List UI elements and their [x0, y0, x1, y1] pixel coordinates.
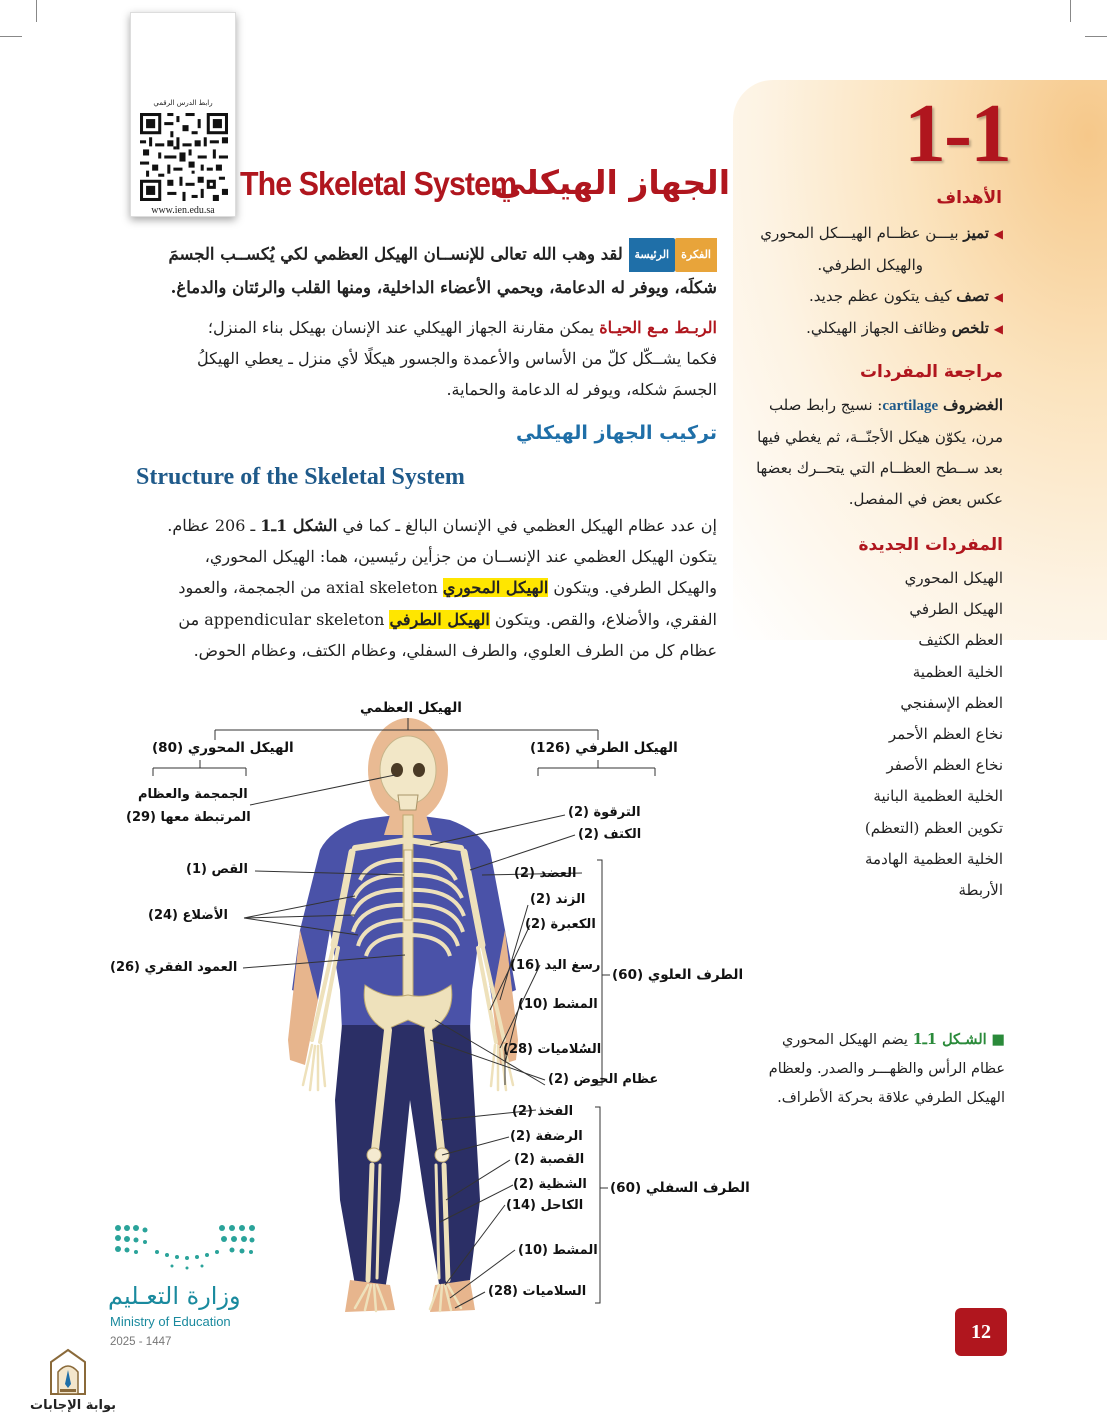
- ministry-logo-icon: [112, 1222, 257, 1270]
- page-title: [240, 163, 730, 211]
- label-lower-limb: الطرف السفلي (60): [610, 1180, 750, 1196]
- ministry-year: 2025 - 1447: [110, 1336, 172, 1348]
- label-upper-limb: الطرف العلوي (60): [612, 967, 744, 983]
- big-idea-tag: الفكرة: [675, 238, 717, 272]
- label-metatarsals: المشط (10): [518, 1243, 598, 1258]
- highlight-appendicular: الهيكل الطرفي: [389, 609, 490, 629]
- label-tarsals: الكاحل (14): [506, 1198, 584, 1213]
- label-ribs: الأضلاع (24): [148, 908, 228, 923]
- title-english: The Skeletal System: [240, 165, 517, 202]
- real-life-label: الربـط مـع الحيـاة: [599, 318, 717, 337]
- label-patella: الرضفة (2): [510, 1129, 583, 1144]
- title-arabic: الجهاز الهيكلي: [492, 163, 730, 202]
- label-radius: الكعبرة (2): [525, 917, 596, 932]
- label-spine: العمود الفقري (26): [110, 960, 238, 975]
- label-phalanges-foot: السلاميات (28): [488, 1284, 587, 1299]
- vocab-item[interactable]: العظم الكثيف: [918, 631, 1003, 650]
- label-skull-2: المرتبطة معها (29): [126, 810, 251, 825]
- big-idea: الفكرةالرئيسة لقد وهب الله تعالى للإنســان الهيكل العظمي لكي يُكســب الجسمَ شكلَه، ويوفر له الدعامة، ويحمي الأعضاء الداخلية، ومنها القلب والرئتان والدماغ.: [127, 238, 717, 304]
- vocab-item[interactable]: الهيكل الطرفي: [909, 600, 1003, 619]
- label-scapula: الكتف (2): [578, 827, 642, 842]
- label-pelvis: عظام الحوض (2): [548, 1072, 659, 1087]
- qr-code-icon[interactable]: [140, 113, 228, 201]
- vocab-item[interactable]: الأربطة: [958, 881, 1003, 900]
- label-skeleton-root: الهيكل العظمي: [360, 700, 462, 716]
- review-vocab-text: الغضروف cartilage: نسيج رابط صلب مرن، يكوّن هيكل الأجنّــة، ثم يغطي فيها بعد ســطح العظــام التي يتحــرك بعضها عكس بعض في المفصل.: [756, 396, 1003, 508]
- objectives-list: [743, 218, 1003, 345]
- page-number: 12: [955, 1308, 1007, 1356]
- review-vocab-heading: مراجعة المفردات: [859, 362, 1003, 382]
- bullet-icon: ◀: [993, 322, 1003, 336]
- answers-gate-text: بوابة الإجابات: [30, 1398, 116, 1413]
- review-term-en: cartilage: [882, 398, 939, 414]
- qr-caption: رابط الدرس الرقمي: [153, 99, 213, 107]
- bullet-icon: ◀: [993, 227, 1003, 241]
- new-vocab-list: [783, 563, 1003, 906]
- vocab-item[interactable]: العظم الإسفنجي: [900, 693, 1003, 712]
- ministry-name-ar: وزارة التعـليم: [108, 1282, 241, 1310]
- label-humerus: العضد (2): [514, 866, 577, 881]
- objective-item: ◀ تصف كيف يتكون عظم جديد.: [809, 287, 1003, 305]
- objective-item: ◀ تميز بيـــن عظــام الهيـــكل المحوري: [760, 224, 1003, 242]
- highlight-axial: الهيكل المحوري: [442, 578, 549, 598]
- label-carpals: رسغ اليد (16): [510, 958, 601, 973]
- body-paragraph: إن عدد عظام الهيكل العظمي في الإنسان البالغ ـ كما في الشكل 1ـ1 ـ 206 عظام. يتكون الهيكل العظمي عند الإنســان من جزأين رئيسين، هما: الهيكل المحوري، والهيكل الطرفي. ويتكون الهيكل المحوري axial skeleton من الجمجمة، والعمود الفقري، والأضلاع، والقص. ويتكون الهيكل الطرفي appendicular skeleton من عظام كل من الطرف العلوي، والطرف السفلي، وعظام الكتف، وعظام الحوض.: [167, 516, 717, 660]
- vocab-item[interactable]: الخلية العظمية البانية: [873, 787, 1003, 806]
- vocab-item[interactable]: تكوين العظم (التعظم): [864, 818, 1003, 837]
- figure-caption: ■ الشـكل 1ـ1 يضم الهيكل المحوري عظام الرأس والظهـــر والصدر. ولعظام الهيكل الطرفي علاقة بحركة الأطراف.: [768, 1031, 1005, 1106]
- vocab-item[interactable]: نخاع العظم الأحمر: [888, 725, 1003, 744]
- objective-item-cont: والهيكل الطرفي.: [817, 256, 923, 274]
- label-phalanges-hand: السُلاميات (28): [503, 1042, 602, 1057]
- figure-reference[interactable]: الشكل 1ـ1: [260, 516, 338, 535]
- label-femur: الفخذ (2): [512, 1104, 574, 1119]
- label-axial: الهيكل المحوري (80): [152, 740, 294, 756]
- qr-url-link[interactable]: www.ien.edu.sa: [151, 205, 215, 216]
- new-vocab-heading: المفردات الجديدة: [858, 535, 1003, 555]
- vocab-item[interactable]: الخلية العظمية الهادمة: [865, 849, 1003, 868]
- big-idea-tag-2: الرئيسة: [629, 238, 676, 272]
- objectives-heading: الأهداف: [936, 188, 1002, 208]
- answers-gate-logo-icon: [45, 1348, 91, 1396]
- label-fibula: الشظية (2): [513, 1177, 587, 1192]
- label-metacarpals: المشط (10): [518, 997, 598, 1012]
- vocab-item[interactable]: الخلية العظمية: [912, 662, 1003, 681]
- real-life-connection: الربـط مـع الحيـاة يمكن مقارنة الجهاز الهيكلي عند الإنسان بهيكل بناء المنزل؛ فكما يشــكّل كلّ من الأساس والأعمدة والجسور هيكلًا لأي منزل ـ يعطي الهيكلُ الجسمَ شكله، ويوفر له الدعامة والحماية.: [196, 318, 717, 399]
- vocab-item[interactable]: الهيكل المحوري: [904, 569, 1003, 587]
- label-tibia: القصبة (2): [514, 1152, 585, 1167]
- section-heading-ar: تركيب الجهاز الهيكلي: [515, 422, 717, 444]
- caption-square-icon: ■: [991, 1032, 1005, 1048]
- label-skull-1: الجمجمة والعظام: [138, 787, 248, 802]
- qr-card[interactable]: [130, 12, 236, 217]
- lesson-number: 1-1: [904, 87, 1010, 180]
- vocab-item[interactable]: نخاع العظم الأصفر: [886, 756, 1003, 775]
- label-appendicular: الهيكل الطرفي (126): [530, 740, 678, 756]
- review-term-ar: الغضروف: [942, 396, 1003, 414]
- section-heading-en: Structure of the Skeletal System: [136, 464, 465, 490]
- label-ulna: الزند (2): [530, 892, 586, 907]
- objective-item: ◀ تلخص وظائف الجهاز الهيكلي.: [806, 319, 1003, 337]
- label-sternum: القص (1): [186, 862, 248, 877]
- bullet-icon: ◀: [993, 290, 1003, 304]
- ministry-name-en: Ministry of Education: [110, 1314, 231, 1329]
- label-clavicle: الترقوة (2): [568, 805, 641, 820]
